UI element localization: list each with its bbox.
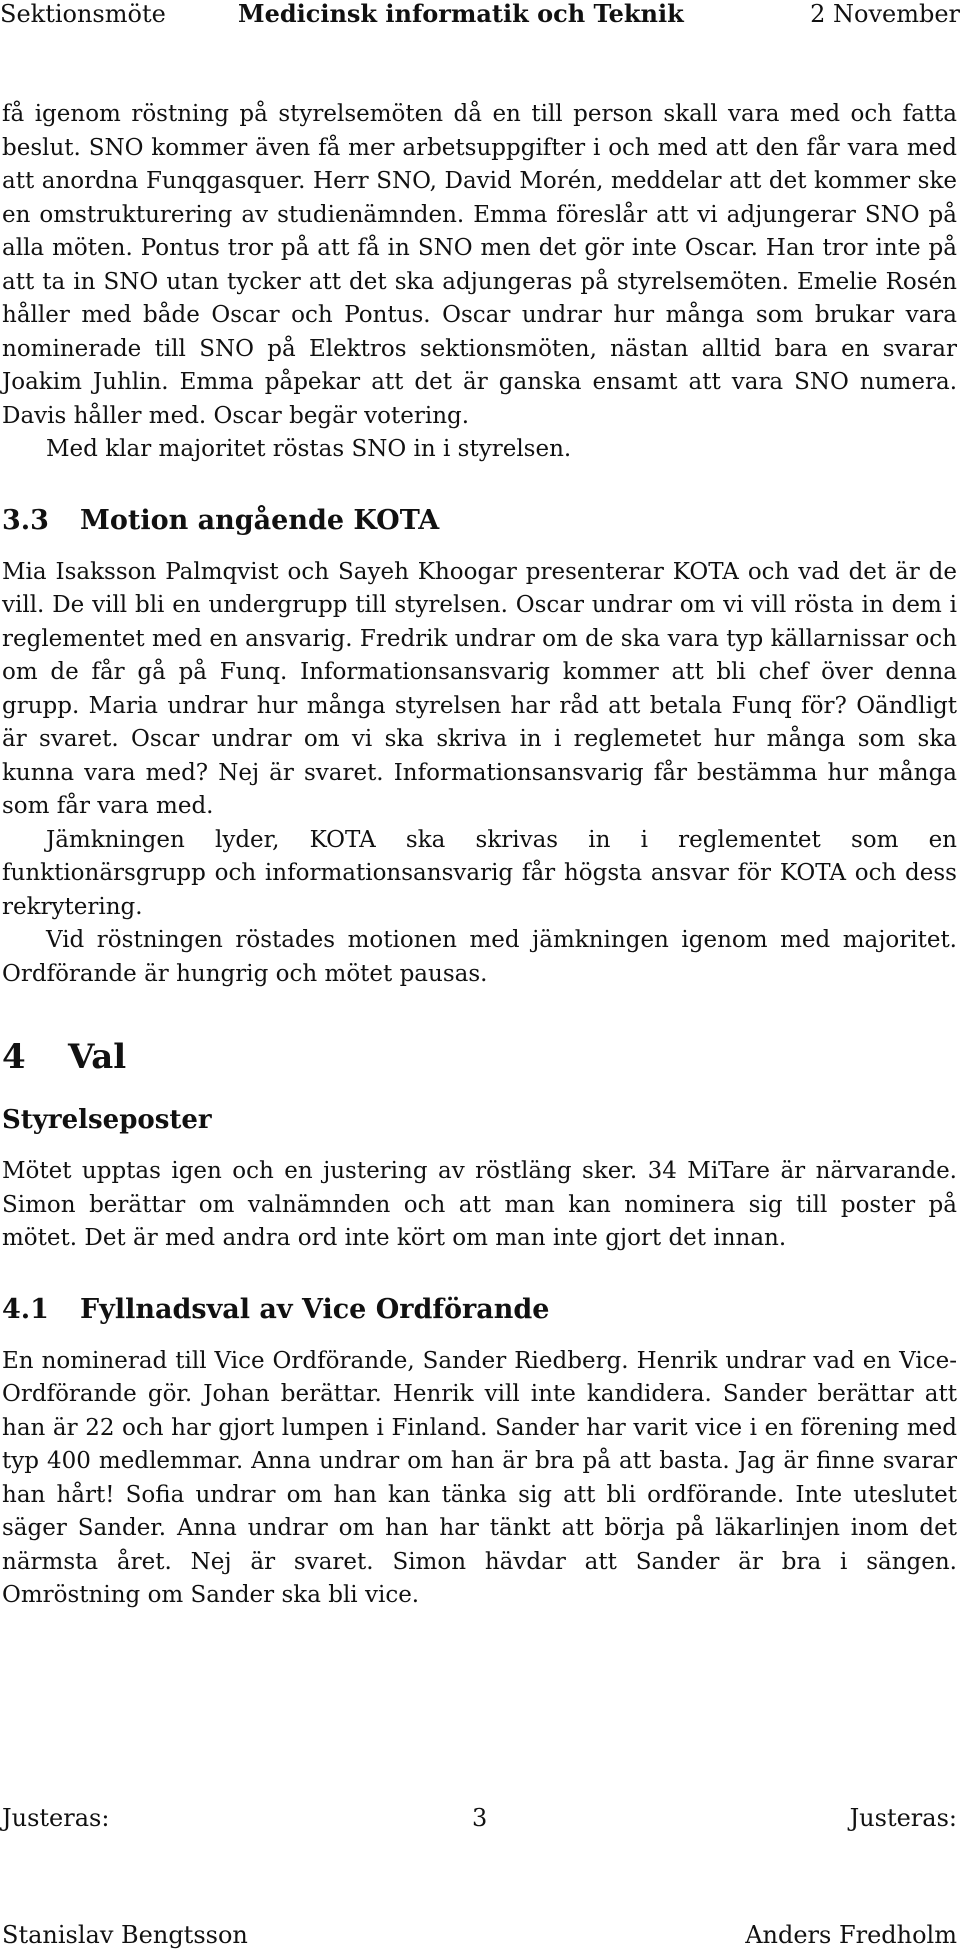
- section-heading-4: [2, 1035, 957, 1079]
- section-title: Fyllnadsval av Vice Ordförande: [80, 1293, 550, 1325]
- footer-justeras-right: Justeras:: [849, 1804, 957, 1832]
- section-number: 3.3: [2, 504, 49, 536]
- signer-left-name: Stanislav Bengtsson: [2, 1921, 248, 1949]
- page-number: 3: [472, 1804, 488, 1832]
- signer-right-name: Anders Fredholm: [745, 1921, 957, 1949]
- section-title: Motion angående KOTA: [80, 504, 440, 536]
- subheading-styrelseposter: Styrelseposter: [2, 1105, 212, 1135]
- document-body: [2, 98, 957, 1613]
- header-title: Medicinsk informatik och Teknik: [238, 0, 684, 28]
- paragraph-vice-nomination: En nominerad till Vice Ordförande, Sander Riedberg. Henrik undrar vad en Vice-Ordförande gör. Johan berättar. Henrik vill inte kandidera. Sander berättar att han är 22 och har gjort lumpen i Finland. Sander har varit vice i en förening med typ 400 medlemmar. Anna undrar om han är bra på att basta. Jag är finne svarar han hårt! Sofia undrar om han kan tänka sig att bli ordförande. Inte uteslutet säger Sander. Anna undrar om han har tänkt att börja på läkarlinjen inom det närmsta året. Nej är svaret. Simon hävdar att Sander är bra i sängen. Omröstning om Sander ska bli vice.: [2, 1347, 957, 1608]
- paragraph-kota-presentation: Mia Isaksson Palmqvist och Sayeh Khoogar presenterar KOTA och vad det är de vill. De vill bli en undergrupp till styrelsen. Oscar undrar om vi vill rösta in dem i reglementet med en ansvarig. Fredrik undrar om de ska vara typ källarnissar och om de får gå på Funq. Informationsansvarig kommer att bli chef över denna grupp. Maria undrar hur många styrelsen har råd att betala Funq för? Oändligt är svaret. Oscar undrar om vi ska skriva in i reglemetet hur många som ska kunna vara med? Nej är svaret. Informationsansvarig får bestämma hur många som får vara med.: [2, 558, 957, 819]
- section-number: 4.1: [2, 1293, 49, 1325]
- header-date: 2 November: [810, 0, 960, 28]
- paragraph-meeting-resumes: Mötet upptas igen och en justering av röstläng sker. 34 MiTare är närvarande. Simon berättar om valnämnden och att man kan nominera sig till poster på mötet. Det är med andra ord inte kört om man inte gjort det innan.: [2, 1158, 957, 1251]
- running-header: [0, 0, 960, 30]
- paragraph-sno-discussion: få igenom röstning på styrelsemöten då en till person skall vara med och fatta beslut. SNO kommer även få mer arbetsuppgifter i och med att den får vara med att anordna Funqgasquer. Herr SNO, David Morén, meddelar att det kommer ske en omstrukturering av studienämnden. Emma föreslår att vi adjungerar SNO på alla möten. Pontus tror på att få in SNO men det gör inte Oscar. Han tror inte på att ta in SNO utan tycker att det ska adjungeras på styrelsemöten. Emelie Rosén håller med både Oscar och Pontus. Oscar undrar hur många som brukar vara nominerade till SNO på Elektros sektionsmöten, nästan alltid bara en svarar Joakim Juhlin. Emma påpekar att det är ganska ensamt att vara SNO numera. Davis håller med. Oscar begär votering.: [2, 101, 957, 429]
- header-section-name: Sektionsmöte: [0, 0, 166, 28]
- footer-justeras-left: Justeras:: [2, 1804, 110, 1832]
- section-title: Val: [68, 1037, 127, 1077]
- section-heading-4-1: [2, 1292, 957, 1328]
- paragraph-sno-result: Med klar majoritet röstas SNO in i styrelsen.: [46, 436, 572, 462]
- paragraph-kota-result: Vid röstningen röstades motionen med jämkningen igenom med majoritet. Ordförande är hungrig och mötet pausas.: [2, 927, 957, 987]
- section-number: 4: [2, 1037, 26, 1077]
- paragraph-kota-jamkning: Jämkningen lyder, KOTA ska skrivas in i reglementet som en funktionärsgrupp och informationsansvarig får högsta ansvar för KOTA och dess rekrytering.: [2, 826, 957, 920]
- section-heading-3-3: [2, 503, 957, 539]
